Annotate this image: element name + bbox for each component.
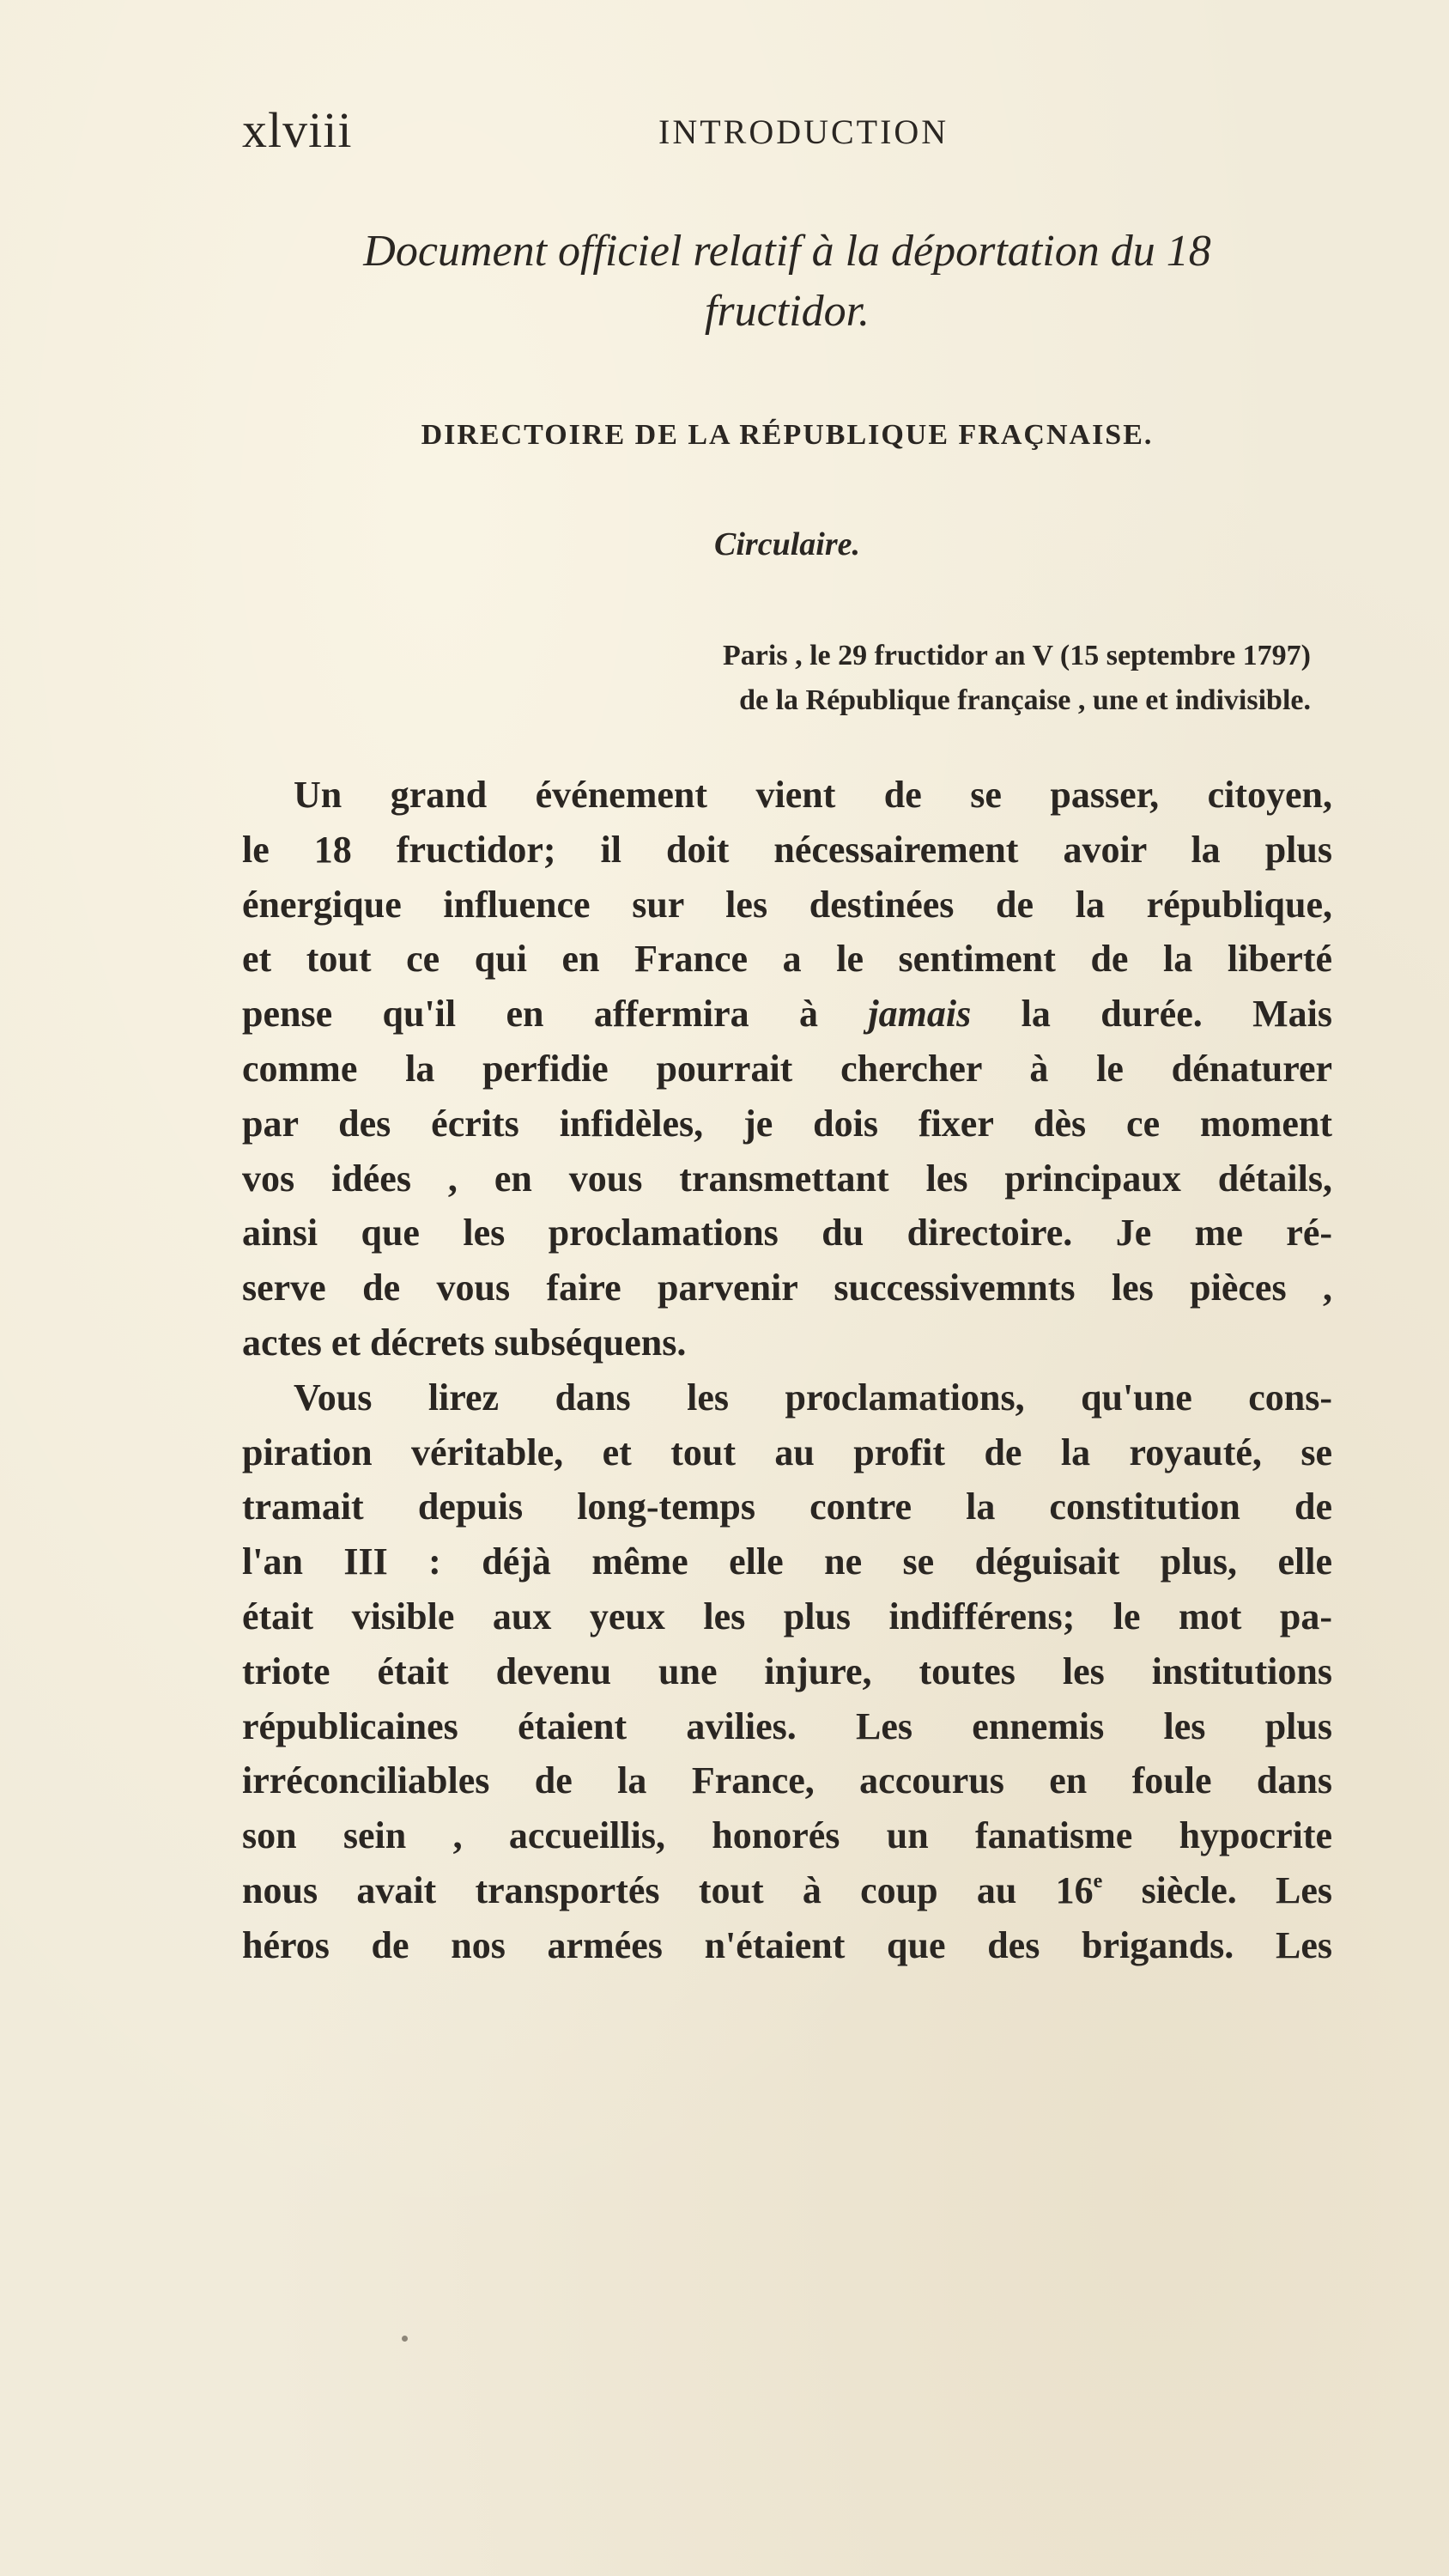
- dateline-line: Paris , le 29 fructidor an V (15 septembre 1797): [723, 640, 1311, 671]
- text-line: son sein , accueillis, honorés un fanatisme hypocrite: [242, 1814, 1332, 1857]
- text-line: irréconciliables de la France, accourus en foule dans: [242, 1759, 1332, 1802]
- running-head: [242, 101, 1332, 161]
- dateline-line: de la République française , une et indivisible.: [739, 684, 1311, 716]
- page-number: xlviii: [242, 102, 353, 158]
- text-line: et tout ce qui en France a le sentiment de la liberté: [242, 938, 1332, 981]
- text-segment: pense qu'il en affermira à: [242, 993, 819, 1036]
- document-type: Circulaire.: [714, 526, 860, 562]
- text-line: [242, 987, 1332, 1042]
- text-line: triote était devenu une injure, toutes les institutions: [242, 1649, 1332, 1692]
- text-line: piration véritable, et tout au profit de la royauté, se: [242, 1431, 1332, 1473]
- text-line: héros de nos armées n'étaient que des brigands. Les: [242, 1923, 1332, 1966]
- text-line: Un grand événement vient de se passer, citoyen,: [294, 774, 1332, 816]
- text-line: Vous lirez dans les proclamations, qu'une cons-: [294, 1376, 1332, 1419]
- text-line: vos idées , en vous transmettant les principaux détails,: [242, 1157, 1332, 1200]
- text-line: républicaines étaient avilies. Les ennemis les plus: [242, 1704, 1332, 1747]
- text-line: l'an III : déjà même elle ne se déguisait plus, elle: [242, 1540, 1332, 1583]
- body-text: [242, 768, 1332, 1973]
- text-segment: nous avait transportés tout à coup au 16: [242, 1868, 1094, 1911]
- text-line: le 18 fructidor; il doit nécessairement avoir la plus: [242, 828, 1332, 871]
- text-line: comme la perfidie pourrait chercher à le dénaturer: [242, 1047, 1332, 1090]
- italic-word: jamais: [868, 993, 972, 1036]
- issuer-heading: DIRECTOIRE DE LA RÉPUBLIQUE FRAÇNAISE.: [421, 419, 1154, 451]
- paper-speck: [402, 2336, 408, 2342]
- superscript: e: [1093, 1869, 1103, 1893]
- text-segment: siècle. Les: [1141, 1868, 1332, 1911]
- text-line: tramait depuis long-temps contre la constitution de: [242, 1485, 1332, 1528]
- text-line: ainsi que les proclamations du directoire. Je me ré-: [242, 1212, 1332, 1255]
- text-segment: la durée. Mais: [1021, 993, 1333, 1036]
- title-line: fructidor.: [704, 287, 870, 336]
- text-line: serve de vous faire parvenir successivemnts les pièces ,: [242, 1267, 1332, 1309]
- text-line: par des écrits infidèles, je dois fixer dès ce moment: [242, 1102, 1332, 1145]
- dateline: [242, 634, 1311, 723]
- text-line: actes et décrets subséquens.: [242, 1321, 687, 1364]
- text-line: était visible aux yeux les plus indifférens; le mot pa-: [242, 1595, 1332, 1637]
- running-title: INTRODUCTION: [658, 112, 949, 151]
- text-line: [242, 1863, 1332, 1918]
- title-line: Document officiel relatif à la déportation du 18: [363, 227, 1211, 276]
- text-line: énergique influence sur les destinées de la république,: [242, 883, 1332, 926]
- document-title: [242, 222, 1332, 342]
